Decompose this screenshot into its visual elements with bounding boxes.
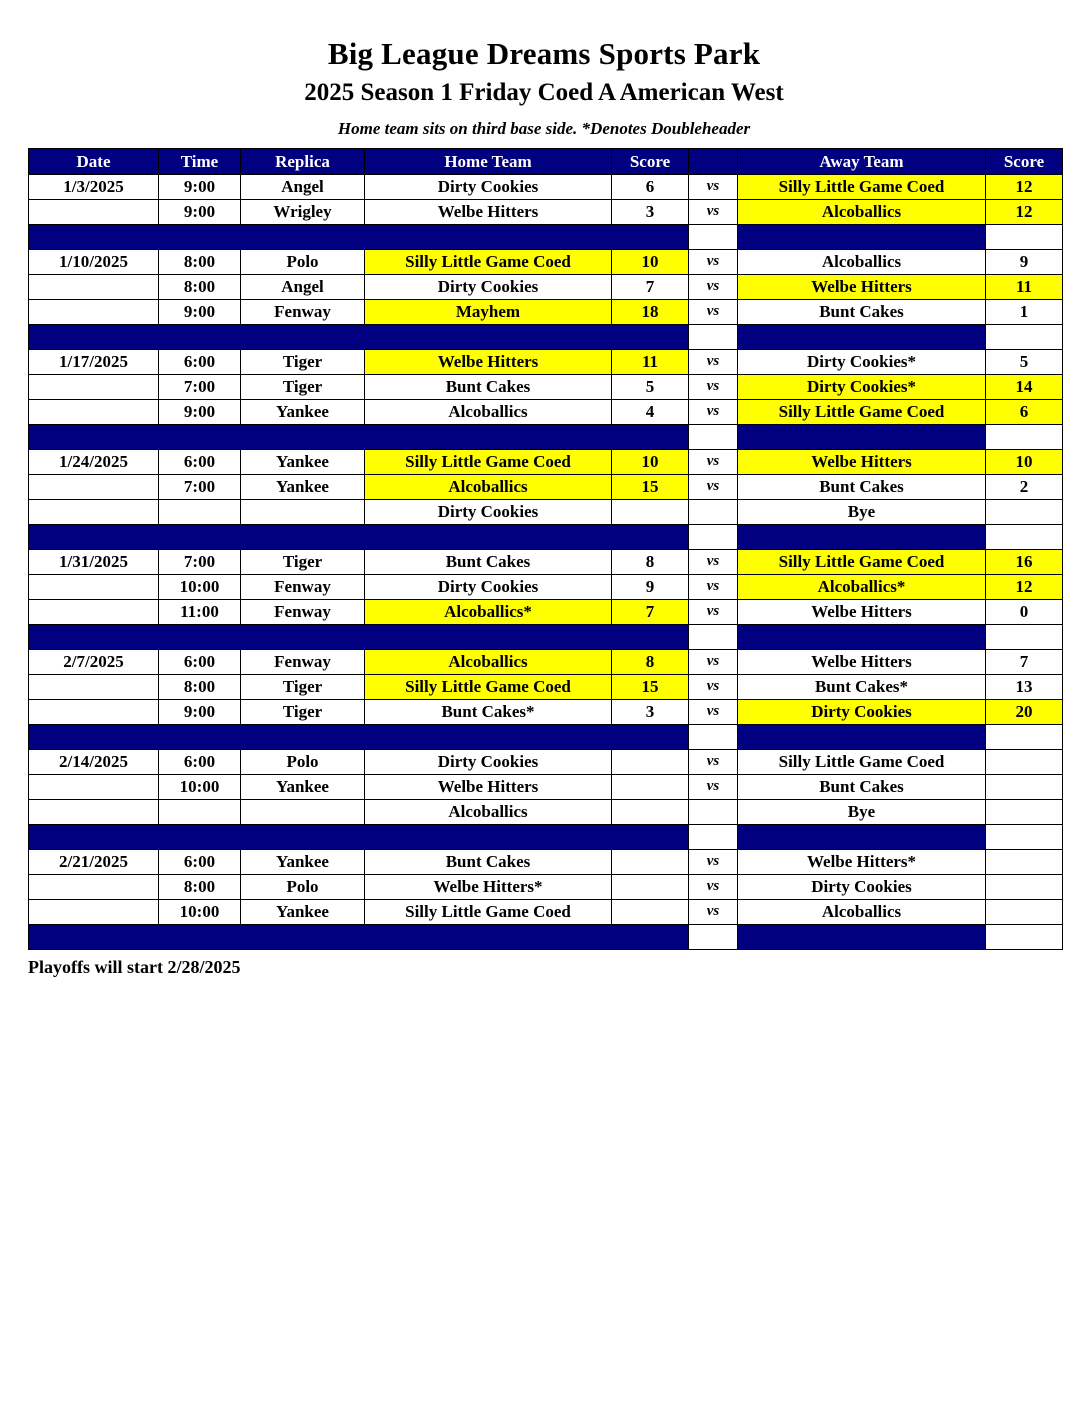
away-score-cell: 12	[986, 200, 1063, 225]
playoffs-note: Playoffs will start 2/28/2025	[28, 957, 241, 977]
away-score-cell: 13	[986, 675, 1063, 700]
vs-cell: vs	[689, 275, 738, 300]
replica-cell: Angel	[241, 175, 365, 200]
home-score-cell: 7	[612, 275, 689, 300]
replica-cell: Fenway	[241, 300, 365, 325]
separator-band	[29, 325, 689, 350]
home-score-cell: 5	[612, 375, 689, 400]
separator-row	[29, 525, 1063, 550]
away-team-cell: Welbe Hitters	[738, 650, 986, 675]
away-score-cell: 2	[986, 475, 1063, 500]
home-score-cell: 7	[612, 600, 689, 625]
separator-gap	[689, 525, 738, 550]
vs-cell: vs	[689, 700, 738, 725]
vs-cell: vs	[689, 875, 738, 900]
replica-cell: Tiger	[241, 375, 365, 400]
vs-cell: vs	[689, 250, 738, 275]
table-row	[29, 900, 1063, 925]
time-cell	[159, 500, 241, 525]
away-score-cell: 12	[986, 175, 1063, 200]
home-team-cell: Alcoballics	[365, 800, 612, 825]
home-score-cell	[612, 850, 689, 875]
date-cell	[29, 700, 159, 725]
away-team-cell: Bunt Cakes*	[738, 675, 986, 700]
table-row	[29, 300, 1063, 325]
away-score-cell: 0	[986, 600, 1063, 625]
table-row	[29, 350, 1063, 375]
time-cell	[159, 800, 241, 825]
away-score-cell	[986, 875, 1063, 900]
time-cell: 8:00	[159, 675, 241, 700]
date-cell	[29, 500, 159, 525]
time-cell: 9:00	[159, 400, 241, 425]
away-team-cell: Bye	[738, 500, 986, 525]
table-row	[29, 400, 1063, 425]
date-cell	[29, 775, 159, 800]
vs-cell: vs	[689, 850, 738, 875]
vs-cell	[689, 500, 738, 525]
column-header-date: Date	[29, 149, 159, 175]
replica-cell: Yankee	[241, 400, 365, 425]
replica-cell: Fenway	[241, 650, 365, 675]
replica-cell: Tiger	[241, 700, 365, 725]
home-score-cell	[612, 900, 689, 925]
separator-band	[738, 225, 986, 250]
time-cell: 6:00	[159, 750, 241, 775]
separator-gap	[689, 225, 738, 250]
away-team-cell: Bunt Cakes	[738, 775, 986, 800]
table-row	[29, 750, 1063, 775]
time-cell: 7:00	[159, 550, 241, 575]
vs-cell: vs	[689, 450, 738, 475]
replica-cell: Polo	[241, 750, 365, 775]
away-team-cell: Dirty Cookies	[738, 700, 986, 725]
home-score-cell	[612, 750, 689, 775]
column-header-home-score: Score	[612, 149, 689, 175]
bye-row	[29, 500, 1063, 525]
separator-band	[738, 725, 986, 750]
column-header-away-score: Score	[986, 149, 1063, 175]
schedule-body	[29, 175, 1063, 950]
table-row	[29, 175, 1063, 200]
separator-gap	[986, 325, 1063, 350]
replica-cell: Polo	[241, 250, 365, 275]
away-team-cell: Silly Little Game Coed	[738, 750, 986, 775]
time-cell: 6:00	[159, 450, 241, 475]
home-score-cell: 10	[612, 450, 689, 475]
date-cell	[29, 400, 159, 425]
away-score-cell	[986, 775, 1063, 800]
vs-cell: vs	[689, 575, 738, 600]
home-score-cell	[612, 775, 689, 800]
away-team-cell: Welbe Hitters*	[738, 850, 986, 875]
home-team-cell: Welbe Hitters	[365, 350, 612, 375]
time-cell: 9:00	[159, 200, 241, 225]
separator-band	[29, 225, 689, 250]
away-score-cell: 14	[986, 375, 1063, 400]
home-team-cell: Dirty Cookies	[365, 175, 612, 200]
away-team-cell: Alcoballics	[738, 250, 986, 275]
time-cell: 9:00	[159, 175, 241, 200]
away-team-cell: Welbe Hitters	[738, 275, 986, 300]
time-cell: 6:00	[159, 650, 241, 675]
home-team-cell: Dirty Cookies	[365, 275, 612, 300]
table-row	[29, 850, 1063, 875]
bye-row	[29, 800, 1063, 825]
vs-cell: vs	[689, 375, 738, 400]
table-row	[29, 875, 1063, 900]
replica-cell: Wrigley	[241, 200, 365, 225]
away-score-cell: 1	[986, 300, 1063, 325]
replica-cell: Tiger	[241, 675, 365, 700]
page-title: Big League Dreams Sports Park	[327, 36, 761, 71]
home-team-cell: Bunt Cakes*	[365, 700, 612, 725]
separator-row	[29, 325, 1063, 350]
away-score-cell: 12	[986, 575, 1063, 600]
home-team-cell: Dirty Cookies	[365, 750, 612, 775]
separator-band	[29, 525, 689, 550]
date-cell	[29, 300, 159, 325]
away-score-cell: 7	[986, 650, 1063, 675]
date-cell	[29, 675, 159, 700]
time-cell: 10:00	[159, 775, 241, 800]
separator-gap	[689, 425, 738, 450]
date-cell	[29, 475, 159, 500]
date-cell: 1/24/2025	[29, 450, 159, 475]
vs-cell: vs	[689, 900, 738, 925]
table-row	[29, 600, 1063, 625]
vs-cell: vs	[689, 675, 738, 700]
time-cell: 9:00	[159, 700, 241, 725]
date-cell	[29, 375, 159, 400]
home-score-cell: 9	[612, 575, 689, 600]
table-row	[29, 675, 1063, 700]
date-cell: 1/3/2025	[29, 175, 159, 200]
vs-cell: vs	[689, 400, 738, 425]
time-cell: 8:00	[159, 875, 241, 900]
separator-band	[29, 925, 689, 950]
separator-row	[29, 425, 1063, 450]
replica-cell: Angel	[241, 275, 365, 300]
time-cell: 8:00	[159, 275, 241, 300]
away-team-cell: Welbe Hitters	[738, 600, 986, 625]
vs-cell: vs	[689, 775, 738, 800]
date-cell: 1/31/2025	[29, 550, 159, 575]
away-score-cell: 9	[986, 250, 1063, 275]
date-cell: 2/21/2025	[29, 850, 159, 875]
separator-gap	[986, 925, 1063, 950]
away-team-cell: Bunt Cakes	[738, 475, 986, 500]
away-team-cell: Alcoballics	[738, 900, 986, 925]
vs-cell: vs	[689, 300, 738, 325]
separator-band	[738, 425, 986, 450]
date-cell	[29, 200, 159, 225]
separator-row	[29, 725, 1063, 750]
away-team-cell: Dirty Cookies*	[738, 375, 986, 400]
time-cell: 7:00	[159, 475, 241, 500]
table-row	[29, 450, 1063, 475]
home-team-cell: Alcoballics	[365, 475, 612, 500]
home-score-cell: 8	[612, 650, 689, 675]
home-team-cell: Alcoballics	[365, 650, 612, 675]
home-score-cell: 15	[612, 475, 689, 500]
home-score-cell	[612, 800, 689, 825]
separator-gap	[689, 325, 738, 350]
separator-band	[29, 725, 689, 750]
date-cell	[29, 575, 159, 600]
vs-cell: vs	[689, 750, 738, 775]
away-score-cell	[986, 900, 1063, 925]
home-team-cell: Welbe Hitters*	[365, 875, 612, 900]
separator-row	[29, 925, 1063, 950]
date-cell: 2/7/2025	[29, 650, 159, 675]
separator-gap	[986, 825, 1063, 850]
vs-cell: vs	[689, 200, 738, 225]
separator-band	[29, 425, 689, 450]
away-team-cell: Bye	[738, 800, 986, 825]
replica-cell: Yankee	[241, 475, 365, 500]
column-header-time: Time	[159, 149, 241, 175]
replica-cell: Yankee	[241, 850, 365, 875]
replica-cell: Polo	[241, 875, 365, 900]
home-team-cell: Alcoballics	[365, 400, 612, 425]
away-team-cell: Bunt Cakes	[738, 300, 986, 325]
column-header-home-team: Home Team	[365, 149, 612, 175]
home-score-cell	[612, 875, 689, 900]
home-team-cell: Silly Little Game Coed	[365, 900, 612, 925]
home-score-cell: 6	[612, 175, 689, 200]
home-score-cell: 4	[612, 400, 689, 425]
date-cell: 2/14/2025	[29, 750, 159, 775]
date-cell	[29, 275, 159, 300]
home-team-cell: Bunt Cakes	[365, 550, 612, 575]
away-team-cell: Silly Little Game Coed	[738, 175, 986, 200]
column-header-vs	[689, 149, 738, 175]
home-team-cell: Bunt Cakes	[365, 850, 612, 875]
home-team-cell: Bunt Cakes	[365, 375, 612, 400]
home-team-cell: Dirty Cookies	[365, 575, 612, 600]
separator-row	[29, 825, 1063, 850]
schedule-table	[28, 148, 1063, 950]
table-row	[29, 475, 1063, 500]
away-score-cell	[986, 500, 1063, 525]
separator-gap	[689, 625, 738, 650]
time-cell: 6:00	[159, 350, 241, 375]
home-team-cell: Mayhem	[365, 300, 612, 325]
replica-cell: Fenway	[241, 600, 365, 625]
away-team-cell: Alcoballics*	[738, 575, 986, 600]
home-score-cell: 3	[612, 700, 689, 725]
separator-band	[29, 625, 689, 650]
home-team-cell: Silly Little Game Coed	[365, 675, 612, 700]
replica-cell: Yankee	[241, 775, 365, 800]
separator-band	[738, 925, 986, 950]
home-team-cell: Welbe Hitters	[365, 775, 612, 800]
away-team-cell: Alcoballics	[738, 200, 986, 225]
home-score-cell: 15	[612, 675, 689, 700]
separator-band	[738, 625, 986, 650]
page-subtitle: 2025 Season 1 Friday Coed A American West	[304, 79, 784, 106]
date-cell	[29, 600, 159, 625]
time-cell: 11:00	[159, 600, 241, 625]
vs-cell	[689, 800, 738, 825]
table-row	[29, 700, 1063, 725]
time-cell: 10:00	[159, 900, 241, 925]
home-team-cell: Silly Little Game Coed	[365, 250, 612, 275]
schedule-note: Home team sits on third base side. *Denotes Doubleheader	[337, 119, 751, 138]
replica-cell: Tiger	[241, 550, 365, 575]
time-cell: 8:00	[159, 250, 241, 275]
home-score-cell: 10	[612, 250, 689, 275]
date-cell	[29, 875, 159, 900]
home-score-cell: 3	[612, 200, 689, 225]
home-score-cell: 11	[612, 350, 689, 375]
replica-cell: Tiger	[241, 350, 365, 375]
separator-band	[738, 525, 986, 550]
vs-cell: vs	[689, 600, 738, 625]
separator-gap	[986, 725, 1063, 750]
column-header-away-team: Away Team	[738, 149, 986, 175]
header-row	[29, 149, 1063, 175]
away-team-cell: Dirty Cookies	[738, 875, 986, 900]
separator-gap	[986, 625, 1063, 650]
separator-band	[738, 825, 986, 850]
away-score-cell: 10	[986, 450, 1063, 475]
away-score-cell	[986, 850, 1063, 875]
date-cell: 1/10/2025	[29, 250, 159, 275]
home-team-cell: Silly Little Game Coed	[365, 450, 612, 475]
table-row	[29, 375, 1063, 400]
away-team-cell: Dirty Cookies*	[738, 350, 986, 375]
table-row	[29, 250, 1063, 275]
home-score-cell	[612, 500, 689, 525]
table-row	[29, 550, 1063, 575]
time-cell: 6:00	[159, 850, 241, 875]
date-cell: 1/17/2025	[29, 350, 159, 375]
home-score-cell: 18	[612, 300, 689, 325]
separator-gap	[986, 425, 1063, 450]
separator-gap	[986, 225, 1063, 250]
replica-cell: Yankee	[241, 450, 365, 475]
away-score-cell	[986, 800, 1063, 825]
away-score-cell: 20	[986, 700, 1063, 725]
separator-gap	[689, 925, 738, 950]
home-score-cell: 8	[612, 550, 689, 575]
home-team-cell: Alcoballics*	[365, 600, 612, 625]
away-score-cell: 5	[986, 350, 1063, 375]
date-cell	[29, 900, 159, 925]
away-score-cell: 11	[986, 275, 1063, 300]
column-header-replica: Replica	[241, 149, 365, 175]
vs-cell: vs	[689, 350, 738, 375]
table-row	[29, 575, 1063, 600]
separator-band	[29, 825, 689, 850]
date-cell	[29, 800, 159, 825]
vs-cell: vs	[689, 650, 738, 675]
separator-gap	[689, 725, 738, 750]
away-team-cell: Welbe Hitters	[738, 450, 986, 475]
home-team-cell: Dirty Cookies	[365, 500, 612, 525]
separator-band	[738, 325, 986, 350]
replica-cell: Yankee	[241, 900, 365, 925]
table-row	[29, 775, 1063, 800]
time-cell: 10:00	[159, 575, 241, 600]
separator-row	[29, 625, 1063, 650]
separator-gap	[986, 525, 1063, 550]
separator-gap	[689, 825, 738, 850]
separator-row	[29, 225, 1063, 250]
away-team-cell: Silly Little Game Coed	[738, 400, 986, 425]
table-row	[29, 650, 1063, 675]
away-score-cell	[986, 750, 1063, 775]
time-cell: 7:00	[159, 375, 241, 400]
away-score-cell: 6	[986, 400, 1063, 425]
replica-cell	[241, 800, 365, 825]
table-row	[29, 275, 1063, 300]
away-team-cell: Silly Little Game Coed	[738, 550, 986, 575]
vs-cell: vs	[689, 475, 738, 500]
time-cell: 9:00	[159, 300, 241, 325]
home-team-cell: Welbe Hitters	[365, 200, 612, 225]
replica-cell: Fenway	[241, 575, 365, 600]
table-row	[29, 200, 1063, 225]
away-score-cell: 16	[986, 550, 1063, 575]
replica-cell	[241, 500, 365, 525]
vs-cell: vs	[689, 175, 738, 200]
vs-cell: vs	[689, 550, 738, 575]
